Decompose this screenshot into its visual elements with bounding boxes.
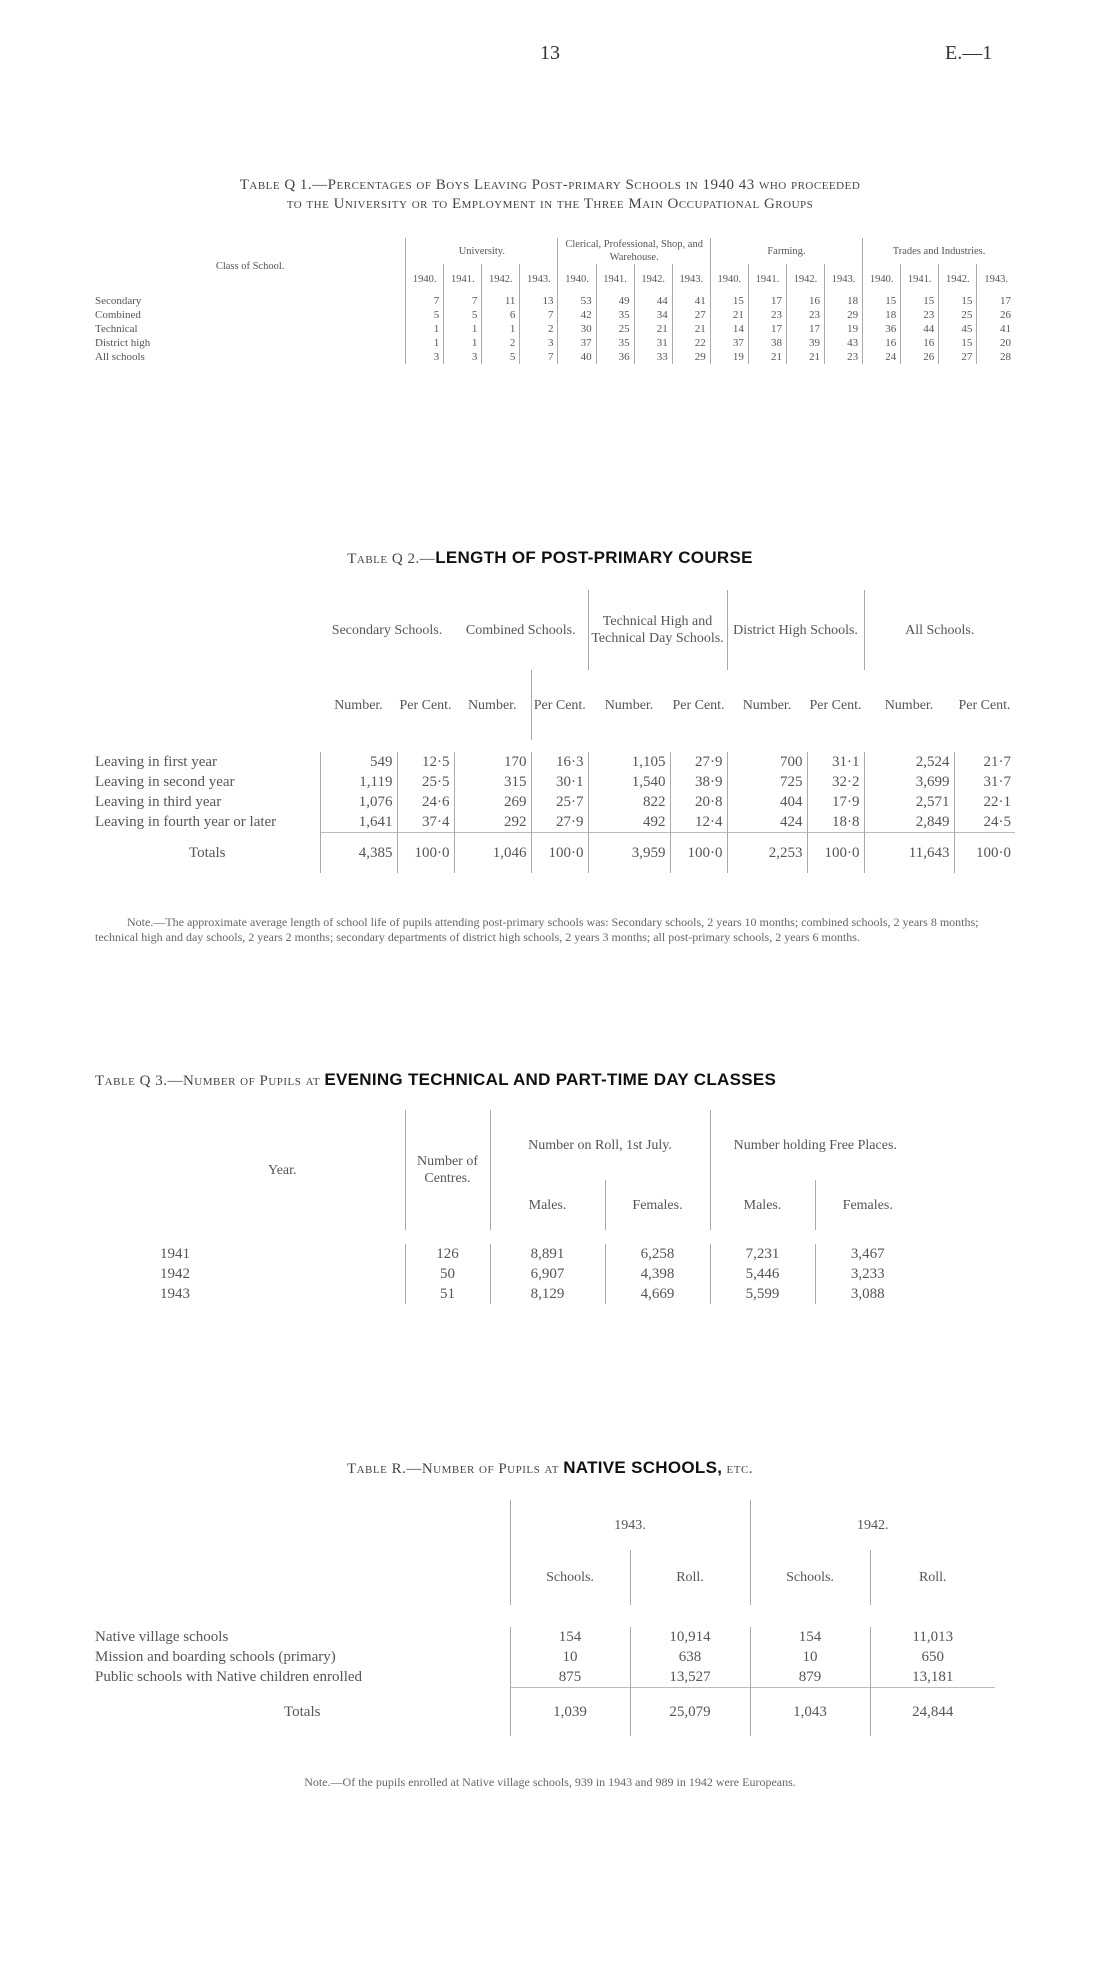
value-cell: 20 <box>977 336 1015 350</box>
value-cell: 23 <box>825 350 863 364</box>
table-r-title <box>80 1458 1020 1479</box>
value-cell: 424 <box>727 812 807 833</box>
value-cell: 15 <box>939 294 977 308</box>
value-cell: 6 <box>482 308 520 322</box>
table-q1-title-line1: Table Q 1.—Percentages of Boys Leaving Post-primary Schools in 1940 43 who proceeded <box>239 177 861 193</box>
totals-label: Totals <box>189 844 226 861</box>
q2-sub-percent: Per Cent. <box>531 670 588 740</box>
q3-sub-females: Females. <box>815 1180 920 1230</box>
q1-year: 1942. <box>634 264 672 294</box>
value-cell: 23 <box>901 308 939 322</box>
value-cell: 1 <box>444 322 482 336</box>
q1-year: 1940. <box>558 264 596 294</box>
value-cell: 6,258 <box>605 1244 710 1264</box>
table-q2 <box>95 590 1015 873</box>
value-cell: 31·7 <box>954 772 1015 792</box>
value-cell: 2,524 <box>864 752 954 772</box>
value-cell: 30 <box>558 322 596 336</box>
value-cell: 8,129 <box>490 1284 605 1304</box>
value-cell: 17 <box>748 322 786 336</box>
table-q2-title <box>80 548 1020 569</box>
totals-cell: 25,079 <box>630 1688 750 1736</box>
value-cell: 126 <box>405 1244 490 1264</box>
value-cell: 2 <box>520 322 558 336</box>
q1-group-farming: Farming. <box>710 238 862 264</box>
totals-cell: 100·0 <box>954 833 1015 873</box>
value-cell: 26 <box>977 308 1015 322</box>
value-cell: 15 <box>863 294 901 308</box>
q2-group-technical: Technical High and Technical Day Schools. <box>588 590 727 670</box>
value-cell: 49 <box>596 294 634 308</box>
value-cell: 11 <box>482 294 520 308</box>
table-q1-title-line2: to the University or to Employment in the Three Main Occupational Groups <box>286 196 814 212</box>
table-row <box>95 1667 995 1688</box>
row-label: Leaving in second year <box>95 774 235 790</box>
value-cell: 15 <box>901 294 939 308</box>
q1-class-header: Class of School. <box>215 260 285 272</box>
q1-year: 1941. <box>596 264 634 294</box>
value-cell: 20·8 <box>670 792 727 812</box>
r-sub-schools: Schools. <box>510 1550 630 1605</box>
value-cell: 29 <box>825 308 863 322</box>
value-cell: 315 <box>454 772 531 792</box>
q2-group-combined: Combined Schools. <box>465 622 576 638</box>
value-cell: 879 <box>750 1667 870 1688</box>
value-cell: 18 <box>825 294 863 308</box>
row-label: Mission and boarding schools (primary) <box>95 1649 336 1665</box>
totals-cell: 3,959 <box>588 833 670 873</box>
q3-col-centres: Number of Centres. <box>405 1110 490 1230</box>
totals-cell: 1,039 <box>510 1688 630 1736</box>
value-cell: 32·2 <box>807 772 864 792</box>
q2-group-all: All Schools. <box>864 590 1015 670</box>
q2-sub-number: Number. <box>884 697 934 713</box>
value-cell: 154 <box>510 1627 630 1647</box>
table-q2-note: Note.—The approximate average length of school life of pupils attending post-primary schools was: Secondary schools, 2 years 10 months; combined schools, 2 years 8 months; technical high and day schools, 2 years 2 months; secondary departments of district high schools, 2 years 3 months; all post-primary schools, 2 years 6 months. <box>95 915 979 944</box>
r-year-1942: 1942. <box>750 1500 995 1550</box>
value-cell: 5,599 <box>710 1284 815 1304</box>
row-label: All schools <box>95 351 145 363</box>
value-cell: 45 <box>939 322 977 336</box>
totals-row <box>95 1688 995 1736</box>
page-reference: E.—1 <box>945 42 993 64</box>
value-cell: 5 <box>406 308 444 322</box>
q1-year: 1941. <box>901 264 939 294</box>
row-label: Leaving in fourth year or later <box>95 814 277 831</box>
totals-cell: 4,385 <box>320 833 397 873</box>
value-cell: 24 <box>863 350 901 364</box>
value-cell: 24·6 <box>397 792 454 812</box>
value-cell: 7,231 <box>710 1244 815 1264</box>
value-cell: 19 <box>825 322 863 336</box>
value-cell: 15 <box>939 336 977 350</box>
table-row <box>95 322 1015 336</box>
totals-cell: 2,253 <box>727 833 807 873</box>
row-label: Combined <box>95 309 141 321</box>
q1-year: 1940. <box>406 264 444 294</box>
value-cell: 35 <box>596 308 634 322</box>
value-cell: 37 <box>710 336 748 350</box>
table-r <box>95 1500 995 1736</box>
row-year: 1941 <box>160 1246 190 1262</box>
value-cell: 11,013 <box>870 1627 995 1647</box>
table-row <box>160 1284 920 1304</box>
q2-sub-percent: Per Cent. <box>958 697 1011 713</box>
value-cell: 26 <box>901 350 939 364</box>
value-cell: 42 <box>558 308 596 322</box>
value-cell: 25 <box>939 308 977 322</box>
value-cell: 21 <box>634 322 672 336</box>
value-cell: 10,914 <box>630 1627 750 1647</box>
value-cell: 34 <box>634 308 672 322</box>
value-cell: 15 <box>710 294 748 308</box>
value-cell: 1 <box>444 336 482 350</box>
value-cell: 18·8 <box>807 812 864 833</box>
table-row <box>95 772 1015 792</box>
q1-group-clerical: Clerical, Professional, Shop, and Warehouse. <box>558 238 710 264</box>
table-row <box>95 294 1015 308</box>
q3-sub-males: Males. <box>490 1180 605 1230</box>
table-row <box>95 1627 995 1647</box>
table-q3 <box>160 1110 920 1304</box>
value-cell: 10 <box>510 1647 630 1667</box>
q3-col-roll: Number on Roll, 1st July. <box>490 1110 710 1180</box>
value-cell: 7 <box>444 294 482 308</box>
row-label: Native village schools <box>95 1629 229 1645</box>
value-cell: 16·3 <box>531 752 588 772</box>
totals-cell: 1,043 <box>750 1688 870 1736</box>
value-cell: 53 <box>558 294 596 308</box>
r-sub-roll: Roll. <box>630 1550 750 1605</box>
value-cell: 8,891 <box>490 1244 605 1264</box>
q1-year: 1943. <box>825 264 863 294</box>
value-cell: 6,907 <box>490 1264 605 1284</box>
q1-year: 1943. <box>520 264 558 294</box>
value-cell: 41 <box>977 322 1015 336</box>
value-cell: 3 <box>520 336 558 350</box>
value-cell: 2,849 <box>864 812 954 833</box>
q1-group-university: University. <box>406 238 558 264</box>
q3-sub-females: Females. <box>605 1180 710 1230</box>
value-cell: 16 <box>786 294 824 308</box>
value-cell: 38 <box>748 336 786 350</box>
value-cell: 292 <box>454 812 531 833</box>
value-cell: 25·7 <box>531 792 588 812</box>
table-q3-title <box>80 1070 1035 1091</box>
value-cell: 1 <box>406 336 444 350</box>
value-cell: 10 <box>750 1647 870 1667</box>
value-cell: 154 <box>750 1627 870 1647</box>
value-cell: 27 <box>672 308 710 322</box>
table-row <box>95 752 1015 772</box>
totals-cell: 100·0 <box>670 833 727 873</box>
value-cell: 14 <box>710 322 748 336</box>
value-cell: 13 <box>520 294 558 308</box>
q1-year: 1942. <box>939 264 977 294</box>
value-cell: 16 <box>863 336 901 350</box>
value-cell: 35 <box>596 336 634 350</box>
table-r-title-suffix: etc. <box>722 1461 754 1477</box>
q2-sub-number: Number. <box>334 697 383 713</box>
r-year-1943: 1943. <box>510 1500 750 1550</box>
row-year: 1942 <box>160 1266 190 1282</box>
value-cell: 1 <box>482 322 520 336</box>
value-cell: 29 <box>672 350 710 364</box>
value-cell: 37 <box>558 336 596 350</box>
table-r-note: Note.—Of the pupils enrolled at Native village schools, 939 in 1943 and 989 in 1942 were Europeans. <box>304 1775 796 1789</box>
totals-label: Totals <box>284 1703 321 1720</box>
q2-sub-number: Number. <box>467 697 517 713</box>
value-cell: 2 <box>482 336 520 350</box>
r-sub-schools: Schools. <box>750 1550 870 1605</box>
table-row <box>95 350 1015 364</box>
row-label: Leaving in third year <box>95 794 222 810</box>
table-q2-title-bold: LENGTH OF POST-PRIMARY COURSE <box>435 548 753 567</box>
row-label: Leaving in first year <box>95 754 218 770</box>
value-cell: 1 <box>406 322 444 336</box>
value-cell: 3,467 <box>815 1244 920 1264</box>
totals-cell: 1,046 <box>454 833 531 873</box>
q1-year: 1941. <box>444 264 482 294</box>
value-cell: 875 <box>510 1667 630 1688</box>
value-cell: 170 <box>454 752 531 772</box>
table-q2-title-prefix: Table Q 2.— <box>347 551 436 567</box>
value-cell: 50 <box>405 1264 490 1284</box>
q1-year: 1943. <box>977 264 1015 294</box>
value-cell: 404 <box>727 792 807 812</box>
table-row <box>95 812 1015 833</box>
value-cell: 1,641 <box>320 812 397 833</box>
table-row <box>95 792 1015 812</box>
value-cell: 23 <box>748 308 786 322</box>
table-row <box>160 1244 920 1264</box>
value-cell: 12·4 <box>670 812 727 833</box>
value-cell: 17 <box>786 322 824 336</box>
q1-group-trades: Trades and Industries. <box>863 238 1015 264</box>
table-q3-title-prefix: Table Q 3.—Number of Pupils at <box>95 1073 325 1089</box>
value-cell: 638 <box>630 1647 750 1667</box>
value-cell: 38·9 <box>670 772 727 792</box>
value-cell: 27 <box>939 350 977 364</box>
q1-year: 1940. <box>710 264 748 294</box>
value-cell: 7 <box>406 294 444 308</box>
q2-sub-percent: Per Cent. <box>399 697 452 713</box>
value-cell: 27·9 <box>531 812 588 833</box>
value-cell: 40 <box>558 350 596 364</box>
value-cell: 43 <box>825 336 863 350</box>
q2-sub-percent: Per Cent. <box>809 697 862 713</box>
value-cell: 25·5 <box>397 772 454 792</box>
value-cell: 39 <box>786 336 824 350</box>
table-q1-title <box>80 176 1020 214</box>
value-cell: 21 <box>672 322 710 336</box>
value-cell: 22 <box>672 336 710 350</box>
value-cell: 7 <box>520 350 558 364</box>
value-cell: 3,088 <box>815 1284 920 1304</box>
value-cell: 33 <box>634 350 672 364</box>
value-cell: 19 <box>710 350 748 364</box>
value-cell: 1,076 <box>320 792 397 812</box>
value-cell: 822 <box>588 792 670 812</box>
r-sub-roll: Roll. <box>870 1550 995 1605</box>
value-cell: 1,105 <box>588 752 670 772</box>
totals-cell: 24,844 <box>870 1688 995 1736</box>
table-q1 <box>95 238 1015 364</box>
row-year: 1943 <box>160 1286 190 1302</box>
value-cell: 3,233 <box>815 1264 920 1284</box>
value-cell: 24·5 <box>954 812 1015 833</box>
value-cell: 650 <box>870 1647 995 1667</box>
q1-year: 1942. <box>786 264 824 294</box>
value-cell: 17·9 <box>807 792 864 812</box>
value-cell: 5 <box>482 350 520 364</box>
totals-cell: 100·0 <box>531 833 588 873</box>
totals-cell: 100·0 <box>397 833 454 873</box>
row-label: Secondary <box>95 295 142 307</box>
value-cell: 1,119 <box>320 772 397 792</box>
q1-year: 1941. <box>748 264 786 294</box>
value-cell: 28 <box>977 350 1015 364</box>
table-row <box>95 308 1015 322</box>
value-cell: 18 <box>863 308 901 322</box>
totals-row <box>95 833 1015 873</box>
q3-sub-males: Males. <box>710 1180 815 1230</box>
table-q3-title-bold: EVENING TECHNICAL AND PART-TIME DAY CLASSES <box>324 1070 777 1089</box>
value-cell: 2,571 <box>864 792 954 812</box>
value-cell: 549 <box>320 752 397 772</box>
table-r-title-bold: NATIVE SCHOOLS, <box>563 1458 723 1477</box>
table-r-title-prefix: Table R.—Number of Pupils at <box>346 1461 564 1477</box>
value-cell: 31 <box>634 336 672 350</box>
value-cell: 21 <box>786 350 824 364</box>
value-cell: 13,181 <box>870 1667 995 1688</box>
value-cell: 41 <box>672 294 710 308</box>
q1-year: 1940. <box>863 264 901 294</box>
value-cell: 13,527 <box>630 1667 750 1688</box>
value-cell: 7 <box>520 308 558 322</box>
value-cell: 37·4 <box>397 812 454 833</box>
q2-sub-percent: Per Cent. <box>672 697 725 713</box>
totals-cell: 100·0 <box>807 833 864 873</box>
value-cell: 16 <box>901 336 939 350</box>
value-cell: 17 <box>977 294 1015 308</box>
q2-sub-number: Number. <box>604 697 654 713</box>
value-cell: 700 <box>727 752 807 772</box>
q3-col-year: Year. <box>267 1162 297 1178</box>
value-cell: 3 <box>406 350 444 364</box>
value-cell: 21 <box>748 350 786 364</box>
value-cell: 3 <box>444 350 482 364</box>
value-cell: 5,446 <box>710 1264 815 1284</box>
totals-cell: 11,643 <box>864 833 954 873</box>
table-row <box>95 336 1015 350</box>
value-cell: 3,699 <box>864 772 954 792</box>
value-cell: 51 <box>405 1284 490 1304</box>
row-label: District high <box>95 337 151 349</box>
table-row <box>95 1647 995 1667</box>
value-cell: 44 <box>634 294 672 308</box>
value-cell: 1,540 <box>588 772 670 792</box>
q2-group-secondary: Secondary Schools. <box>331 622 443 638</box>
value-cell: 269 <box>454 792 531 812</box>
value-cell: 492 <box>588 812 670 833</box>
value-cell: 17 <box>748 294 786 308</box>
value-cell: 36 <box>863 322 901 336</box>
value-cell: 725 <box>727 772 807 792</box>
value-cell: 25 <box>596 322 634 336</box>
value-cell: 31·1 <box>807 752 864 772</box>
value-cell: 5 <box>444 308 482 322</box>
value-cell: 4,669 <box>605 1284 710 1304</box>
q3-col-free: Number holding Free Places. <box>710 1110 920 1180</box>
value-cell: 30·1 <box>531 772 588 792</box>
q1-year: 1942. <box>482 264 520 294</box>
value-cell: 27·9 <box>670 752 727 772</box>
value-cell: 12·5 <box>397 752 454 772</box>
page-number: 13 <box>540 42 560 64</box>
q2-group-district: District High Schools. <box>727 590 864 670</box>
q2-sub-number: Number. <box>742 697 792 713</box>
table-row <box>160 1264 920 1284</box>
value-cell: 4,398 <box>605 1264 710 1284</box>
row-label: Public schools with Native children enrolled <box>95 1669 363 1686</box>
row-label: Technical <box>95 323 138 335</box>
value-cell: 36 <box>596 350 634 364</box>
value-cell: 44 <box>901 322 939 336</box>
value-cell: 21·7 <box>954 752 1015 772</box>
q1-year: 1943. <box>672 264 710 294</box>
value-cell: 22·1 <box>954 792 1015 812</box>
value-cell: 21 <box>710 308 748 322</box>
value-cell: 23 <box>786 308 824 322</box>
